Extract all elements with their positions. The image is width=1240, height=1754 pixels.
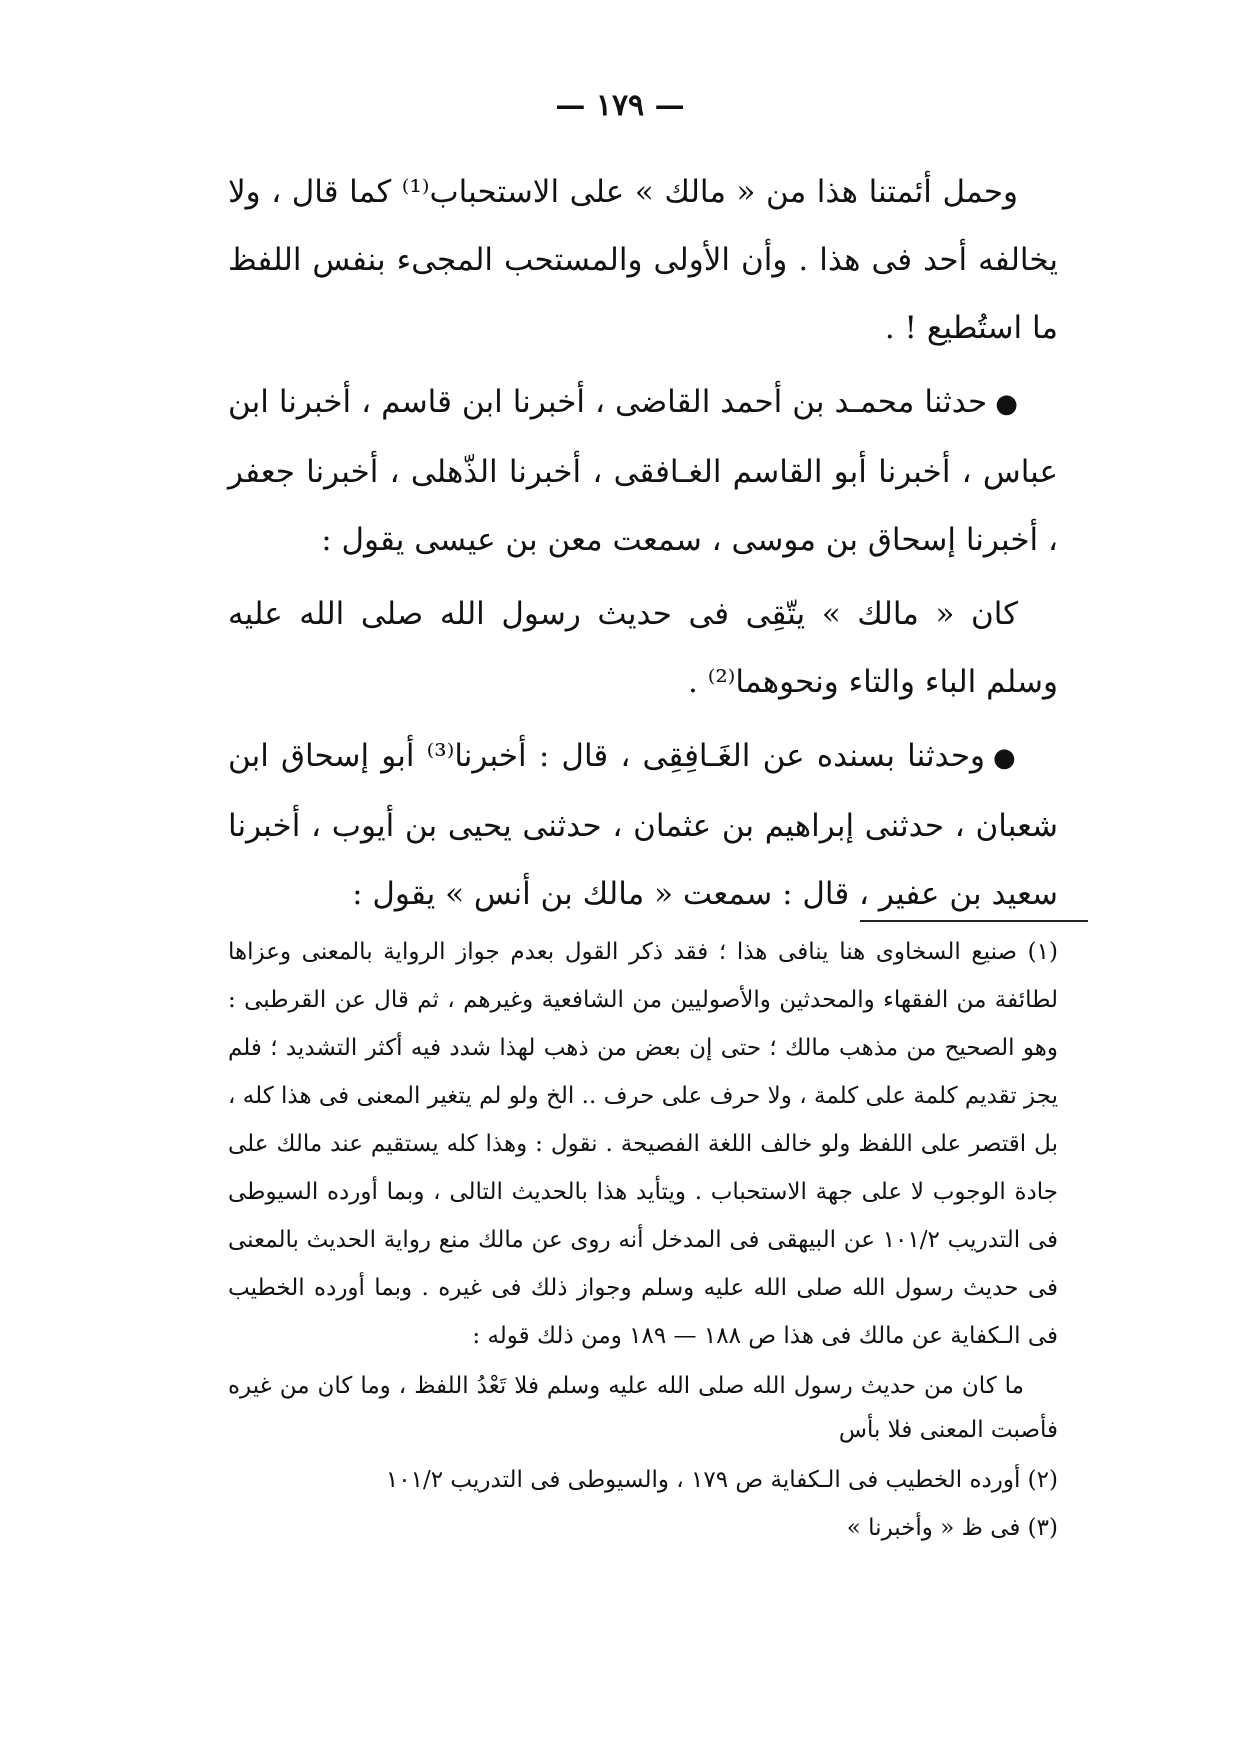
footnote-3: (٣) فى ظ « وأخبرنا » [846,1515,1058,1541]
bullet-icon: ● [993,743,1018,773]
footnote-divider [860,920,1088,922]
main-text [228,158,1058,928]
paragraph-2 [228,368,1058,574]
bullet-icon: ● [995,389,1018,419]
footnote-1: (١) صنيع السخاوى هنا ينافى هذا ؛ فقد ذكر القول بعدم جواز الرواية بالمعنى وعزاها لطائفة من الفقهاء والمحدثين والأصوليين من الشافعية وغيرهم ، ثم قال عن القرطبى : وهو الصحيح من مذهب مالك ؛ حتى إن بعض من ذهب لهذا شدد فيه أكثر التشديد ؛ فلم يجز تقديم كلمة على كلمة ، ولا حرف على حرف .. الخ ولو لم يتغير المعنى فى هذا كله ، بل اقتصر على اللفظ ولو خالف اللغة الفصيحة . نقول : وهذا كله يستقيم عند مالك على جادة الوجوب لا على جهة الاستحباب . ويتأيد هذا بالحديث التالى ، وبما أورده السيوطى فى التدريب ١٠١/٢ عن البيهقى فى المدخل أنه روى عن مالك منع رواية الحديث بالمعنى فى حديث رسول الله صلى الله عليه وسلم وجواز ذلك فى غيره . وبما أورده الخطيب فى الـكفاية عن مالك فى هذا ص ١٨٨ — ١٨٩ ومن ذلك قوله : [228,939,1059,1349]
paragraph-1: وحمل أئمتنا هذا من « مالك » على الاستحباب⁽¹⁾ كما قال ، ولا يخالفه أحد فى هذا . وأن الأولى والمستحب المجىء بنفس اللفظ ما استُطيع ! . [228,174,1058,346]
paragraph-2-text: حدثنا محمـد بن أحمد القاضى ، أخبرنا ابن قاسم ، أخبرنا ابن عباس ، أخبرنا أبو القاسم الغـافقى ، أخبرنا الذّهلى ، أخبرنا جعفر ، أخبرنا إسحاق بن موسى ، سمعت معن بن عيسى يقول : [228,384,1058,558]
footnotes [228,928,1058,1552]
paragraph-4-text: وحدثنا بسنده عن الغَـافِقِى ، قال : أخبرنا⁽³⁾ أبو إسحاق ابن شعبان ، حدثنى إبراهيم بن عثمان ، حدثنى يحيى بن أيوب ، أخبرنا سعيد بن عفير ، قال : سمعت « مالك بن أنس » يقول : [228,738,1058,912]
page-number: — ١٧٩ — [555,88,685,123]
footnote-2: (٢) أورده الخطيب فى الـكفاية ص ١٧٩ ، والسيوطى فى التدريب ١٠١/٢ [385,1467,1058,1493]
paragraph-3: كان « مالك » يتّقِى فى حديث رسول الله صلى الله عليه وسلم الباء والتاء ونحوهما⁽²⁾ . [228,596,1058,700]
footnote-1-quote: ما كان من حديث رسول الله صلى الله عليه وسلم فلا تَعْدُ اللفظ ، وما كان من غيره فأصبت المعنى فلا بأس [228,1373,1058,1443]
paragraph-4 [228,722,1058,928]
